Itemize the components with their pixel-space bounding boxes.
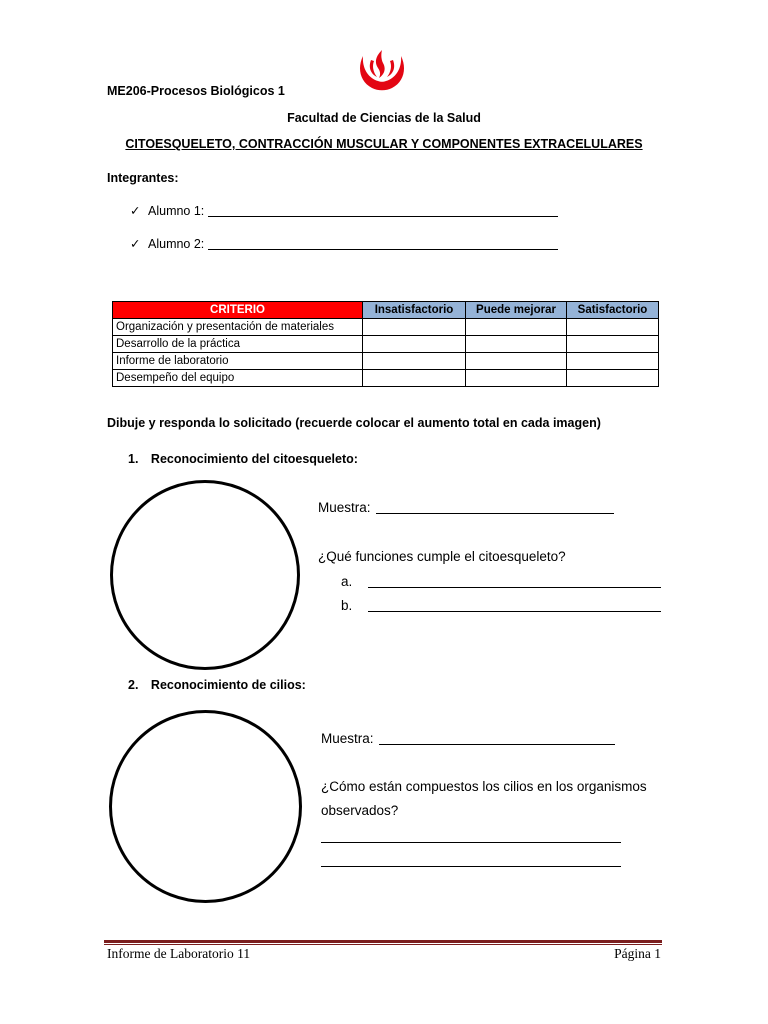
rubric-table <box>112 301 659 387</box>
level-satisfactorio-header: Satisfactorio <box>567 302 659 319</box>
level-insatisfactorio-header: Insatisfactorio <box>363 302 466 319</box>
score-cell[interactable] <box>567 353 659 370</box>
student-1-blank[interactable] <box>208 204 558 217</box>
section-1-muestra-row <box>318 500 614 515</box>
answer-b-label: b. <box>341 598 353 613</box>
student-2-label: Alumno 2: <box>148 237 205 251</box>
criterion-label: Desarrollo de la práctica <box>113 336 363 353</box>
score-cell[interactable] <box>363 319 466 336</box>
score-cell[interactable] <box>567 336 659 353</box>
score-cell[interactable] <box>466 353 567 370</box>
section-2-heading: 2. Reconocimiento de cilios: <box>128 678 306 692</box>
score-cell[interactable] <box>466 319 567 336</box>
table-row <box>113 319 659 336</box>
footer-divider-thin <box>104 944 662 945</box>
table-row <box>113 336 659 353</box>
answer-line-2[interactable] <box>321 853 621 867</box>
answer-a-label: a. <box>341 574 353 589</box>
criterion-label: Desempeño del equipo <box>113 370 363 387</box>
document-title: CITOESQUELETO, CONTRACCIÓN MUSCULAR Y COMPONENTES EXTRACELULARES <box>125 137 643 151</box>
instructions: Dibuje y responda lo solicitado (recuerde colocar el aumento total en cada imagen) <box>107 416 601 430</box>
score-cell[interactable] <box>567 319 659 336</box>
student-2-row <box>130 236 558 251</box>
drawing-circle-2[interactable] <box>109 710 302 903</box>
student-2-blank[interactable] <box>208 237 558 250</box>
answer-b-row <box>341 598 661 613</box>
section-2-question-line-2: observados? <box>321 803 399 818</box>
section-2-muestra-row <box>321 731 615 746</box>
criterion-label: Organización y presentación de materiales <box>113 319 363 336</box>
drawing-circle-1[interactable] <box>110 480 300 670</box>
muestra-blank[interactable] <box>379 731 615 745</box>
muestra-label: Muestra: <box>321 731 374 746</box>
criterion-label: Informe de laboratorio <box>113 353 363 370</box>
footer-divider <box>104 940 662 943</box>
score-cell[interactable] <box>363 353 466 370</box>
answer-a-blank[interactable] <box>368 574 661 588</box>
student-1-label: Alumno 1: <box>148 204 205 218</box>
course-code: ME206-Procesos Biológicos 1 <box>107 84 285 98</box>
criterio-header: CRITERIO <box>113 302 363 319</box>
level-puede-mejorar-header: Puede mejorar <box>466 302 567 319</box>
answer-b-blank[interactable] <box>368 598 661 612</box>
muestra-blank[interactable] <box>376 500 614 514</box>
checkmark-icon: ✓ <box>130 204 141 218</box>
footer-page-number: Página 1 <box>614 946 661 961</box>
table-row <box>113 353 659 370</box>
faculty-name: Facultad de Ciencias de la Salud <box>287 111 481 125</box>
section-2-question-line-1: ¿Cómo están compuestos los cilios en los organismos <box>321 779 647 794</box>
university-logo <box>354 46 410 94</box>
score-cell[interactable] <box>466 370 567 387</box>
integrantes-label: Integrantes: <box>107 171 179 185</box>
section-1-question: ¿Qué funciones cumple el citoesqueleto? <box>318 549 566 564</box>
score-cell[interactable] <box>466 336 567 353</box>
answer-a-row <box>341 574 661 589</box>
answer-line-1[interactable] <box>321 829 621 843</box>
checkmark-icon: ✓ <box>130 237 141 251</box>
rubric-header-row <box>113 302 659 319</box>
score-cell[interactable] <box>363 370 466 387</box>
muestra-label: Muestra: <box>318 500 371 515</box>
student-1-row <box>130 203 558 218</box>
footer-report-name: Informe de Laboratorio 11 <box>107 946 251 961</box>
table-row <box>113 370 659 387</box>
section-1-heading: 1. Reconocimiento del citoesqueleto: <box>128 452 358 466</box>
score-cell[interactable] <box>567 370 659 387</box>
score-cell[interactable] <box>363 336 466 353</box>
